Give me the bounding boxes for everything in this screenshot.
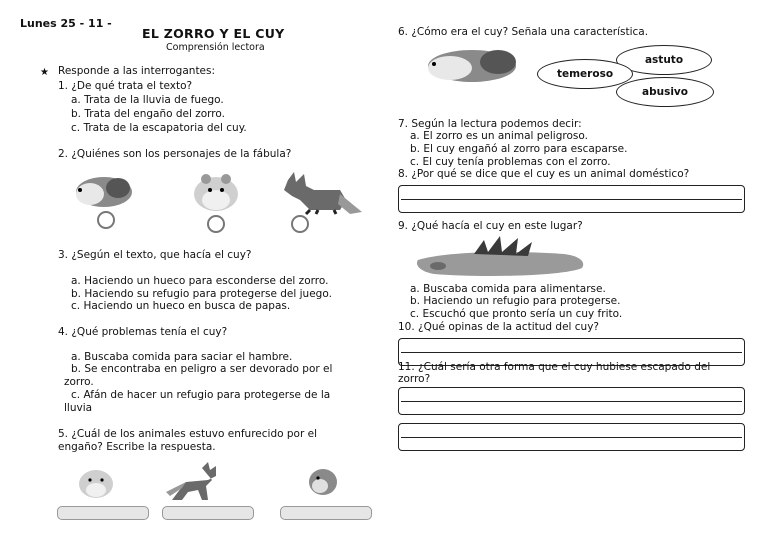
question-8: 8. ¿Por qué se dice que el cuy es un animal doméstico?	[398, 168, 690, 180]
answer-box-q11-b[interactable]	[398, 423, 745, 451]
answer-field-2[interactable]	[162, 506, 254, 520]
q3-option-b[interactable]: b. Haciendo su refugio para protegerse del juego.	[71, 288, 332, 300]
question-11: 11. ¿Cuál sería otra forma que el cuy hubiese escapado del zorro?	[398, 361, 711, 385]
q9-option-a[interactable]: a. Buscaba comida para alimentarse.	[410, 283, 606, 295]
fox-image	[164, 462, 224, 504]
q1-option-c[interactable]: c. Trata de la escapatoria del cuy.	[71, 122, 247, 134]
date-label: Lunes 25 - 11 -	[20, 17, 112, 30]
guinea-pig-image	[420, 44, 524, 86]
answer-field-3[interactable]	[280, 506, 372, 520]
q4-option-b[interactable]: b. Se encontraba en peligro a ser devorado por el zorro.	[64, 363, 333, 388]
q9-option-b[interactable]: b. Haciendo un refugio para protegerse.	[410, 295, 621, 307]
hamster-image	[186, 172, 246, 234]
q7-option-b[interactable]: b. El cuy engañó al zorro para escaparse.	[410, 143, 628, 155]
q4-option-c[interactable]: c. Afán de hacer un refugio para protegerse de la lluvia	[64, 389, 331, 414]
question-9: 9. ¿Qué hacía el cuy en este lugar?	[398, 220, 583, 232]
q7-option-a[interactable]: a. El zorro es un animal peligroso.	[410, 130, 588, 142]
q3-option-a[interactable]: a. Haciendo un hueco para esconderse del zorro.	[71, 275, 329, 287]
question-7: 7. Según la lectura podemos decir:	[398, 118, 582, 130]
question-2: 2. ¿Quiénes son los personajes de la fábula?	[58, 148, 292, 160]
question-3: 3. ¿Según el texto, que hacía el cuy?	[58, 249, 252, 261]
word-oval-abusivo[interactable]: abusivo	[616, 77, 714, 107]
question-6: 6. ¿Cómo era el cuy? Señala una característica.	[398, 26, 649, 38]
q9-option-c[interactable]: c. Escuchó que pronto sería un cuy frito.	[410, 308, 623, 320]
answer-field-1[interactable]	[57, 506, 149, 520]
worksheet-subtitle: Comprensión lectora	[166, 42, 265, 53]
question-5: 5. ¿Cuál de los animales estuvo enfurecido por el engaño? Escribe la respuesta.	[58, 428, 317, 453]
star-icon: ★	[40, 67, 49, 78]
q1-option-a[interactable]: a. Trata de la lluvia de fuego.	[71, 94, 224, 106]
guinea-pig-image	[68, 170, 138, 230]
question-1: 1. ¿De qué trata el texto?	[58, 80, 193, 92]
worksheet-title: EL ZORRO Y EL CUY	[142, 26, 285, 41]
log-habitat-image	[414, 234, 590, 280]
q7-option-c[interactable]: c. El cuy tenía problemas con el zorro.	[410, 156, 611, 168]
guinea-pig-image	[306, 464, 340, 498]
word-oval-astuto[interactable]: astuto	[616, 45, 712, 75]
fox-image	[280, 172, 365, 234]
hamster-image	[76, 466, 116, 502]
instructions: Responde a las interrogantes:	[58, 65, 216, 77]
question-4: 4. ¿Qué problemas tenía el cuy?	[58, 326, 228, 338]
word-oval-temeroso[interactable]: temeroso	[537, 59, 633, 89]
answer-box-q8[interactable]	[398, 185, 745, 213]
q4-option-a[interactable]: a. Buscaba comida para saciar el hambre.	[71, 351, 293, 363]
q1-option-b[interactable]: b. Trata del engaño del zorro.	[71, 108, 225, 120]
answer-box-q11-a[interactable]	[398, 387, 745, 415]
question-10: 10. ¿Qué opinas de la actitud del cuy?	[398, 321, 599, 333]
q3-option-c[interactable]: c. Haciendo un hueco en busca de papas.	[71, 300, 291, 312]
